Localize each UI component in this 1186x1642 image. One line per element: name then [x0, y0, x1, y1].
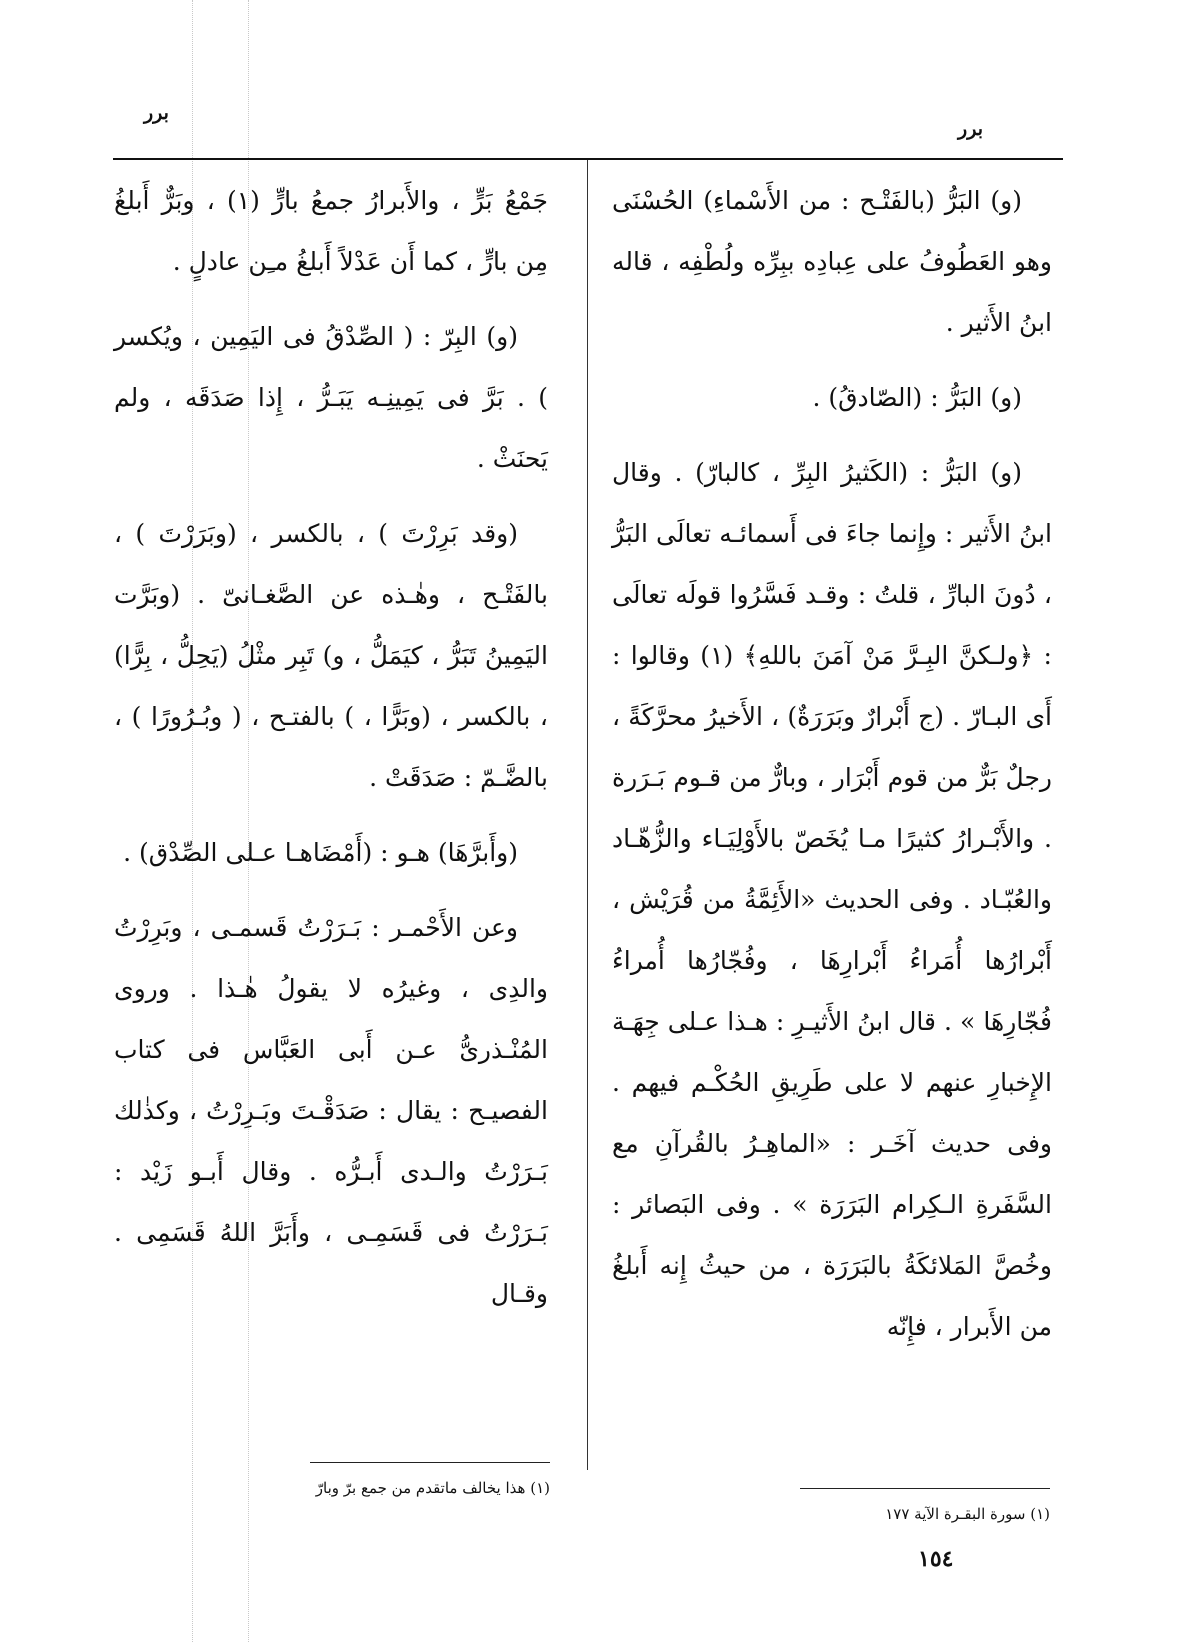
footnote-right: (١) سورة البقـرة الآية ١٧٧ — [885, 1505, 1050, 1523]
footnote-rule-left — [310, 1462, 550, 1463]
entry-paragraph: (وأَبرَّهَا) هـو : (أَمْضَاهـا عـلى الصِّدْق) . — [123, 838, 518, 867]
column-divider — [587, 160, 588, 1470]
entry-paragraph: (و) البَرُّ : (الكَثيرُ البِرِّ ، كالبارّ) . وقال ابنُ الأَثير : وإِنما جاءَ فى أَسمائـه تعالَى البَرُّ ، دُونَ البارِّ ، قلتُ : وقـد فَسَّرُوا قولَه تعالَى : ﴿ولـكنَّ البِـرَّ مَنْ آمَنَ باللهِ﴾ (١) وقالوا : أَى البـارّ . (ج أَبْرارٌ وبَرَرَةٌ) ، الأَخيرُ محرَّكَةً ، رجلٌ بَرٌّ من قوم أَبْرَار ، وبارٌّ من قـوم بَـرَرة . والأَبْـرارُ كثيرًا مـا يُخَصّ بالأَوْلِيَـاء والزُّهّـاد والعُبّـاد . وفى الحديث «الأَئِمَّةُ من قُرَيْش ، أَبْرارُها أُمَراءُ أَبْرارِهَا ، وفُجّارُها أُمراءُ فُجّارِهَا » . قال ابنُ الأَثيـرِ : هـذا عـلى جِهَـة الإِخبارِ عنهم لا على طَرِيقِ الحُكْـم فيهم . وفى حديث آخَـر : «الماهِـرُ بالقُرآنِ مع السَّفَرةِ الـكِرام البَرَرَة » . وفى البَصائر : وخُصَّ المَلائكَةُ بالبَرَرَة ، من حيثُ إِنه أَبلغُ من الأَبرار ، فإِنّه — [612, 458, 1052, 1341]
right-text-column — [612, 170, 1052, 1371]
entry-paragraph: (و) البِرّ : ( الصِّدْقُ فى اليَمِين ، ويُكسر ) . بَرَّ فى يَمِينِـه يَبَـرُّ ، إِذا صَدَقَه ، ولم يَحنَثْ . — [114, 322, 548, 473]
running-header-left: برر — [144, 102, 169, 124]
footnote-rule-right — [800, 1488, 1050, 1489]
entry-paragraph: (وقد بَرِرْتَ ) ، بالكسر ، (وبَرَرْتَ ) ، بالفَتْـح ، وهٰـذه عن الصَّغـانىّ . (وبَرَّت اليَمِينُ تَبَرُّ ، كيَمَلُّ ، و) تَبِر مثْلُ (يَحِلُّ ، بِرًّا) ، بالكسر ، (وبَرًّا ، ) بالفتـح ، ( وبُـرُورًا ) ، بالضَّـمّ : صَدَقَتْ . — [114, 519, 548, 792]
footnote-left: (١) هذا يخالف ماتقدم من جمع برّ وبارّ — [315, 1479, 550, 1497]
entry-paragraph: وعن الأَحْمـر : بَـرَرْتُ قَسمـى ، وبَرِرْتُ والدِى ، وغيرُه لا يقولُ هٰـذا . وروى المُنْـذرىُّ عـن أَبى العَبَّاس فى كتاب الفصيـح : يقال : صَدَقْـتَ وبَـرِرْتُ ، وكذٰلك بَـرَرْتُ والـدى أَبـرُّه . وقال أَبـو زَيْد : بَـرَرْتُ فى قَسَمِـى ، وأَبَرَّ اللهُ قَسَمِى . وقـال — [114, 913, 548, 1308]
header-rule — [113, 158, 1063, 160]
left-text-column — [114, 170, 548, 1338]
entry-paragraph: جَمْعُ بَرٍّ ، والأَبرارُ جمعُ بارٍّ (١) ، وبَرٌّ أَبلغُ مِن بارٍّ ، كما أَن عَدْلاً أَبلغُ مـِن عادلٍ . — [114, 186, 548, 276]
page-number: ١٥٤ — [918, 1546, 954, 1572]
running-header-right: برر — [958, 118, 983, 140]
entry-paragraph: (و) البَرُّ : (الصّادقُ) . — [812, 383, 1022, 412]
entry-paragraph: (و) البَرُّ (بالفَتْـح : من الأَسْماءِ) الحُسْنَى وهو العَطُوفُ على عِبادِه ببِرِّه ولُطْفِه ، قاله ابنُ الأَثير . — [612, 186, 1052, 337]
